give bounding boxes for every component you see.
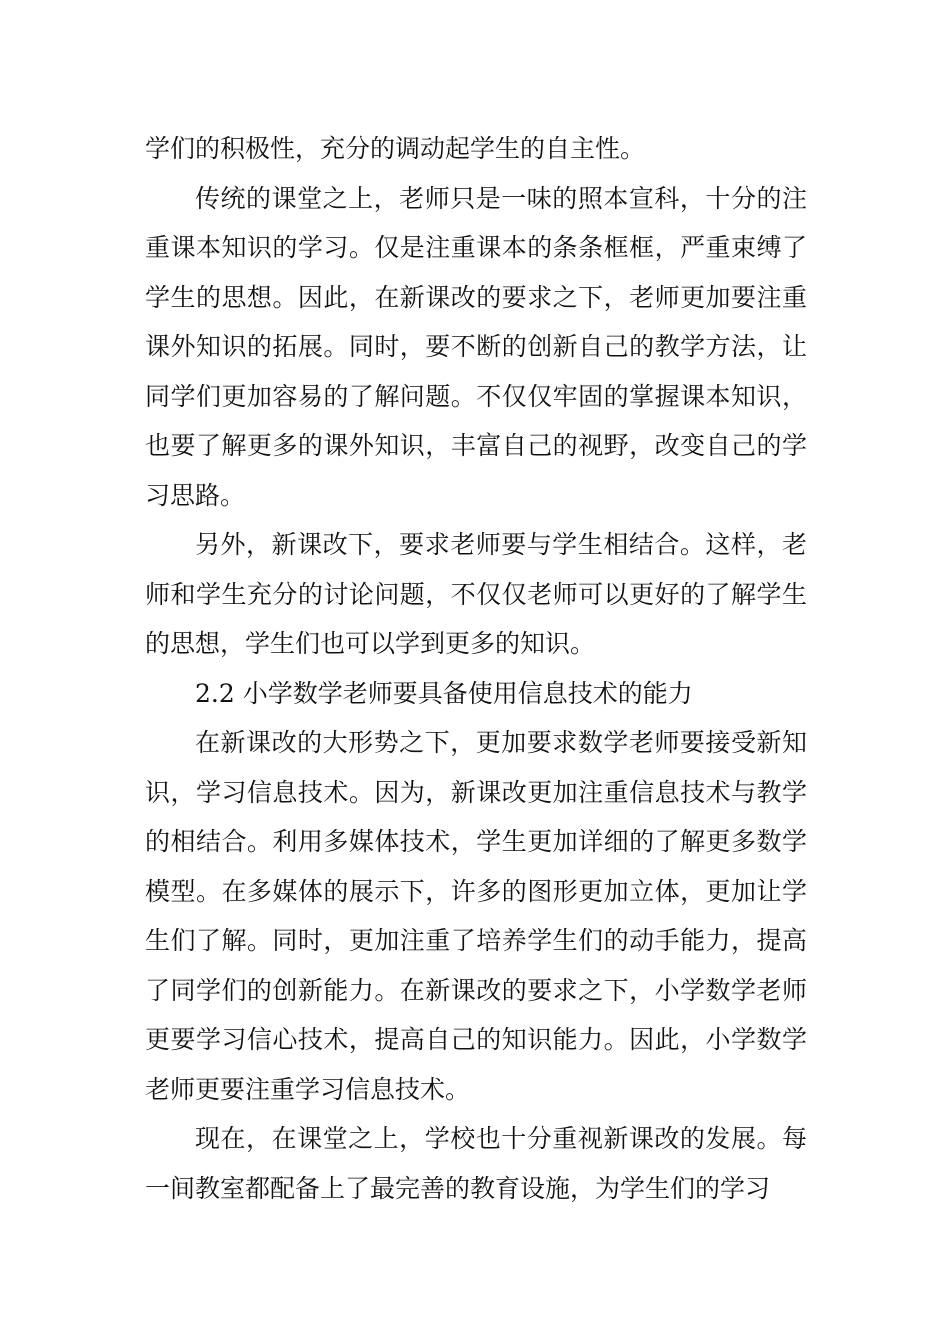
paragraph-traditional-classroom: 传统的课堂之上，老师只是一味的照本宣科，十分的注重课本知识的学习。仅是注重课本的条条框框，严重束缚了学生的思想。因此，在新课改的要求之下，老师更加要注重课外知识的拓展。同时，要不断的创新自己的教学方法，让同学们更加容易的了解问题。不仅仅牢固的掌握课本知识，也要了解更多的课外知识，丰富自己的视野，改变自己的学习思路。 [145, 183, 807, 510]
paragraph-continuation: 学们的积极性，充分的调动起学生的自主性。 [145, 134, 646, 163]
paragraph-information-technology: 在新课改的大形势之下，更加要求数学老师要接受新知识，学习信息技术。因为，新课改更加注重信息技术与教学的相结合。利用多媒体技术，学生更加详细的了解更多数学模型。在多媒体的展示下，许多的图形更加立体，更加让学生们了解。同时，更加注重了培养学生们的动手能力，提高了同学们的创新能力。在新课改的要求之下，小学数学老师更要学习信心技术，提高自己的知识能力。因此，小学数学老师更要注重学习信息技术。 [145, 728, 807, 1104]
paragraph-classroom-facilities: 现在，在课堂之上，学校也十分重视新课改的发展。每一间教室都配备上了最完善的教育设施，为学生们的学习 [145, 1124, 807, 1203]
section-heading: 2.2 小学数学老师要具备使用信息技术的能力 [195, 678, 693, 708]
document-body [145, 124, 807, 1213]
paragraph-teacher-student: 另外，新课改下，要求老师要与学生相结合。这样，老师和学生充分的讨论问题，不仅仅老师可以更好的了解学生的思想，学生们也可以学到更多的知识。 [145, 530, 807, 658]
